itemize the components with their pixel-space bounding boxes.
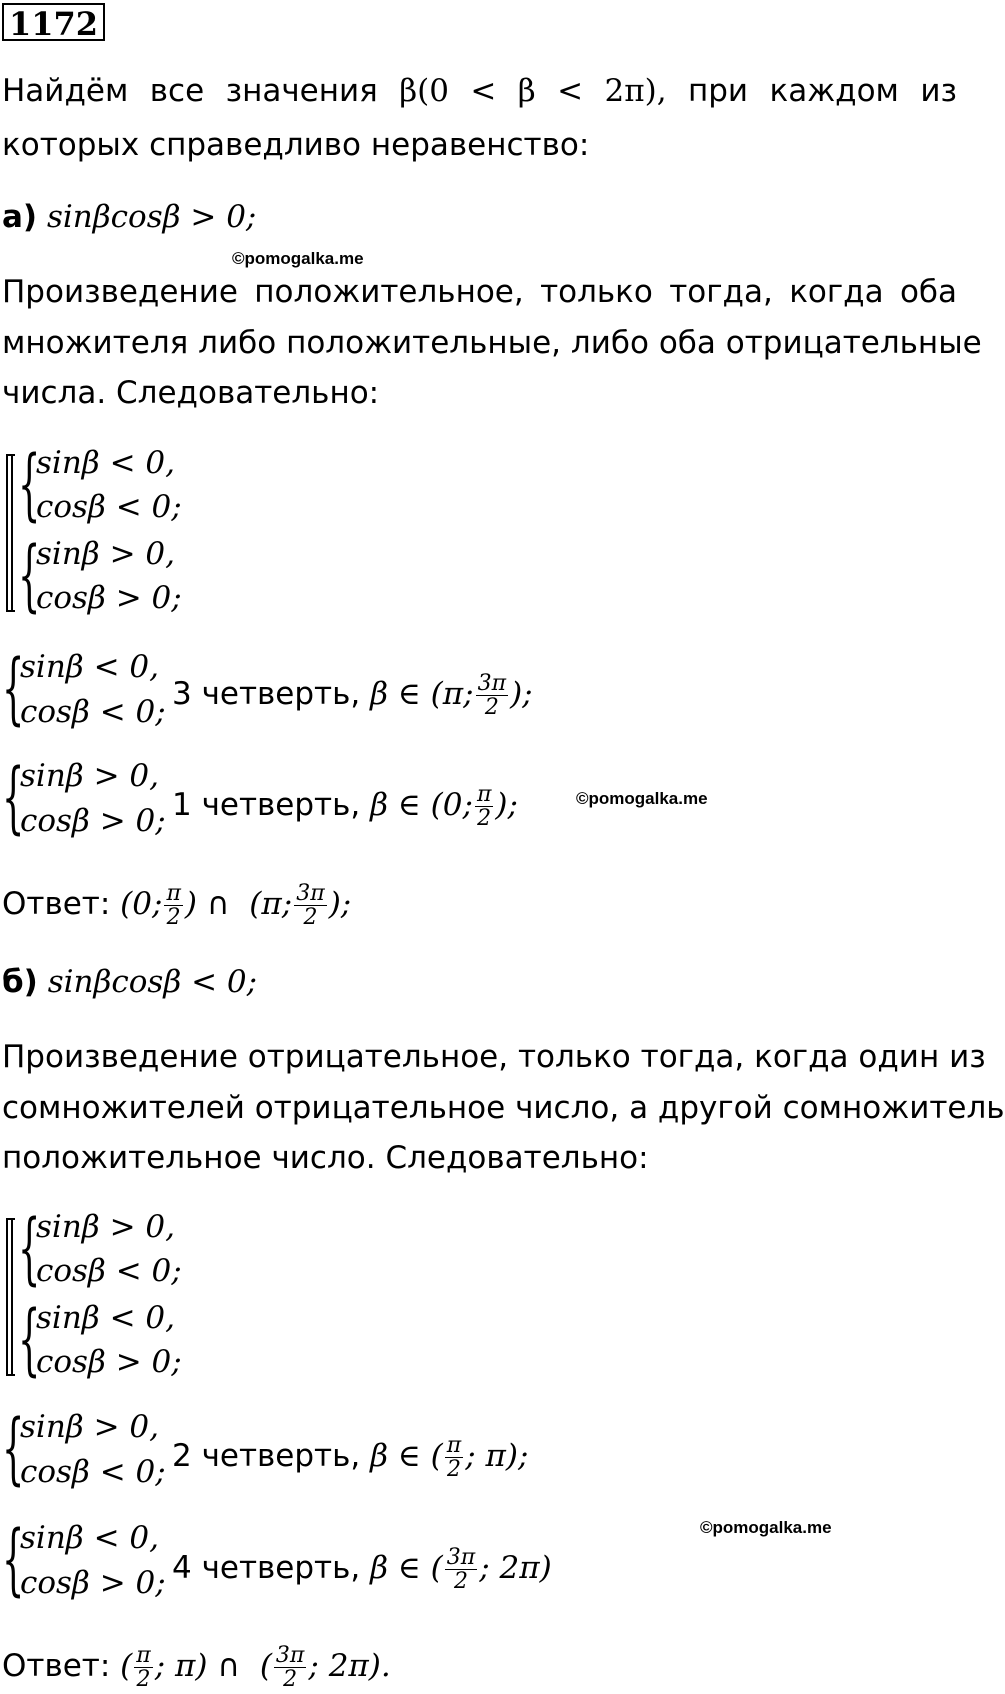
part-a-sys2-line2: cosβ > 0; [36, 580, 182, 616]
part-a-sys1-line1: sinβ < 0, [36, 445, 175, 481]
intro-line-2: которых справедливо неравенство: [2, 127, 590, 163]
part-b-sys2-line1: sinβ < 0, [36, 1300, 175, 1336]
part-b-sys2-line2: cosβ > 0; [36, 1344, 182, 1380]
part-b-sys1-line2: cosβ < 0; [36, 1253, 182, 1289]
fraction: $\frac{\pi}{2}$ [136, 1643, 151, 1693]
part-b-case1-result: 2 четверть, β ∈ ( $\frac{\pi}{2}$ ; π); [172, 1433, 529, 1483]
fraction: $\frac{\pi}{2}$ [476, 782, 492, 832]
part-b-sys1-line1: sinβ > 0, [36, 1209, 175, 1245]
part-a-case2-result: 1 четверть, β ∈ (0; $\frac{\pi}{2}$ ); [172, 782, 518, 832]
part-b-case1-line1: sinβ > 0, [20, 1409, 159, 1445]
brace: { [18, 1295, 41, 1385]
part-a-case2-line1: sinβ > 0, [20, 758, 159, 794]
part-a-case1-result: 3 четверть, β ∈ (π; $\frac{3\pi}{2}$ ); [172, 671, 533, 721]
part-b-label: б) [2, 964, 38, 1000]
part-b-case2-line2: cosβ > 0; [20, 1565, 166, 1601]
part-a-label: а) [2, 199, 38, 235]
part-a-sys1-line2: cosβ < 0; [36, 489, 182, 525]
part-b-expl-line-1: Произведение отрицательное, только тогда, когда один из [2, 1039, 986, 1075]
fraction: $\frac{3\pi}{2}$ [446, 1545, 476, 1595]
problem-number: 1172 [2, 3, 105, 41]
part-b-inequality: sinβcosβ < 0; [47, 964, 258, 1000]
part-a-expl-line-2: множителя либо положительные, либо оба отрицательные [2, 325, 982, 361]
part-a-expl-line-1: Произведение положительное, только тогда, когда оба [2, 274, 958, 310]
fraction: $\frac{3\pi}{2}$ [477, 671, 507, 721]
brace: { [2, 644, 25, 734]
brace: { [18, 1204, 41, 1294]
part-a-answer: Ответ: (0; $\frac{\pi}{2}$ ) ∩ (π; $\frac{3\pi}{2}$ ); [2, 881, 352, 931]
part-b-case2-line1: sinβ < 0, [20, 1520, 159, 1556]
part-a-sys2-line1: sinβ > 0, [36, 536, 175, 572]
part-b-case2-result: 4 четверть, β ∈ ( $\frac{3\pi}{2}$ ; 2π) [172, 1545, 552, 1595]
brace: { [2, 753, 25, 843]
part-a-heading [2, 199, 257, 235]
brace: { [2, 1404, 25, 1494]
part-a-inequality: sinβcosβ > 0; [46, 199, 257, 235]
watermark: ©pomogalka.me [232, 249, 364, 268]
fraction: $\frac{\pi}{2}$ [166, 881, 181, 931]
part-a-case2-line2: cosβ > 0; [20, 803, 166, 839]
part-a-case1-line1: sinβ < 0, [20, 649, 159, 685]
brace: { [2, 1515, 25, 1605]
fraction: $\frac{3\pi}{2}$ [296, 881, 325, 931]
part-a-expl-line-3: числа. Следовательно: [2, 375, 380, 411]
part-b-answer: Ответ: ( $\frac{\pi}{2}$ ; π) ∩ ( $\frac{3\pi}{2}$ ; 2π). [2, 1643, 391, 1693]
watermark: ©pomogalka.me [576, 789, 708, 808]
part-b-heading [2, 964, 258, 1000]
part-b-expl-line-3: положительное число. Следовательно: [2, 1140, 649, 1176]
part-b-set-bracket [6, 1218, 13, 1376]
part-a-case1-line2: cosβ < 0; [20, 694, 166, 730]
part-a-set-bracket [6, 454, 13, 612]
intro-line-1: Найдём все значения β(0 < β < 2π), при каждом из [2, 73, 957, 109]
part-b-case1-line2: cosβ < 0; [20, 1454, 166, 1490]
brace: { [18, 440, 41, 530]
watermark: ©pomogalka.me [700, 1518, 832, 1537]
brace: { [18, 531, 41, 621]
fraction: $\frac{3\pi}{2}$ [275, 1643, 305, 1693]
part-b-expl-line-2: сомножителей отрицательное число, а другой сомножитель [2, 1090, 1005, 1126]
fraction: $\frac{\pi}{2}$ [446, 1433, 462, 1483]
